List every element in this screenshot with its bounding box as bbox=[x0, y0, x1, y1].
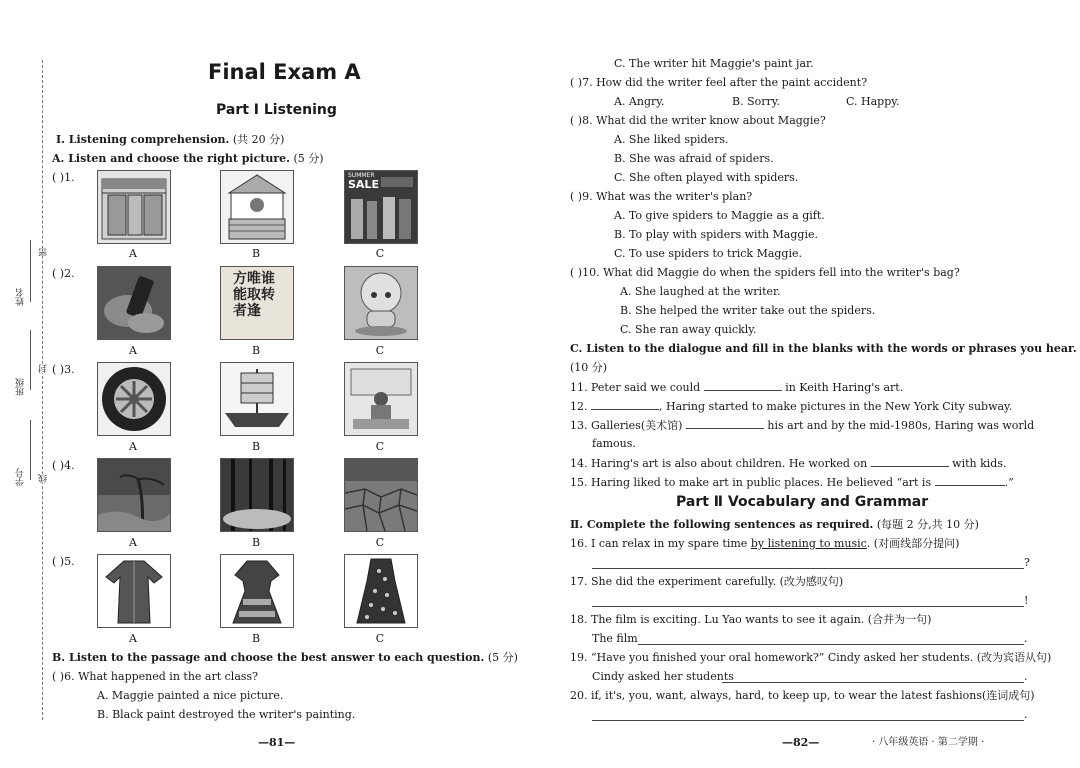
q20-answer-line[interactable] bbox=[592, 720, 1024, 721]
question-9: ( )9. What was the writer's plan? bbox=[570, 190, 753, 203]
picture-question-1: ( )1. bbox=[52, 171, 75, 184]
binding-mark-close: 封 bbox=[39, 364, 49, 373]
q20-end-mark: . bbox=[1024, 708, 1028, 721]
question-6-option-b: B. Black paint destroyed the writer's painting. bbox=[97, 708, 356, 721]
question-13: 13. Galleries(美术馆) his art and by the mid-1980s, Haring was world bbox=[570, 419, 1035, 432]
question-19: 19. “Have you finished your oral homework?” Cindy asked her students. (改为宾语从句) bbox=[570, 651, 1052, 664]
question-6: ( )6. What happened in the art class? bbox=[52, 670, 259, 683]
question-15: 15. Haring liked to make art in public places. He believed “art is .” bbox=[570, 476, 1014, 489]
question-9-option-b: B. To play with spiders with Maggie. bbox=[614, 228, 818, 241]
q18-start: The film bbox=[592, 632, 638, 645]
summer-sale-sign: SUMMER SALE bbox=[348, 172, 379, 191]
question-8-option-c: C. She often played with spiders. bbox=[614, 171, 799, 184]
question-9-option-a: A. To give spiders to Maggie as a gift. bbox=[614, 209, 825, 222]
page-number-right: —82— bbox=[782, 736, 820, 749]
question-8-option-b: B. She was afraid of spiders. bbox=[614, 152, 774, 165]
question-20: 20. if, it's, you, want, always, hard, to keep up, to wear the latest fashions(连词成句) bbox=[570, 689, 1035, 702]
q3-picture-c-craftsman-painting bbox=[344, 362, 418, 436]
q5-caption-c: C bbox=[375, 632, 385, 645]
q3-caption-c: C bbox=[375, 440, 385, 453]
question-17: 17. She did the experiment carefully. (改为感叹句) bbox=[570, 575, 844, 588]
question-6-option-a: A. Maggie painted a nice picture. bbox=[97, 689, 284, 702]
binding-mark-line: 线 bbox=[39, 474, 49, 483]
q13-blank[interactable] bbox=[686, 418, 764, 429]
q19-answer-line[interactable] bbox=[722, 682, 1024, 683]
picture-question-5: ( )5. bbox=[52, 555, 75, 568]
question-10-option-c: C. She ran away quickly. bbox=[620, 323, 757, 336]
calligraphy-text: 方唯谁能取转者逢 bbox=[233, 271, 275, 319]
q2-picture-b-calligraphy bbox=[220, 266, 294, 340]
q4-picture-c-cracked-earth bbox=[344, 458, 418, 532]
question-8-option-a: A. She liked spiders. bbox=[614, 133, 729, 146]
q11-blank[interactable] bbox=[704, 380, 782, 391]
question-16: 16. I can relax in my spare time by listening to music. (对画线部分提问) bbox=[570, 537, 960, 550]
q1-caption-b: B bbox=[251, 247, 261, 260]
question-14: 14. Haring's art is also about children. He worked on with kids. bbox=[570, 457, 1007, 470]
q19-start: Cindy asked her students bbox=[592, 670, 734, 683]
question-18: 18. The film is exciting. Lu Yao wants to see it again. (合并为一句) bbox=[570, 613, 932, 626]
sectionA-heading: A. Listen and choose the right picture. (5 分) bbox=[52, 152, 324, 165]
q2-picture-c-clay-figure bbox=[344, 266, 418, 340]
q2-caption-b: B bbox=[251, 344, 261, 357]
q2-caption-a: A bbox=[129, 344, 137, 357]
part2-heading: Part Ⅱ Vocabulary and Grammar bbox=[676, 494, 929, 510]
q16-answer-line[interactable] bbox=[592, 568, 1024, 569]
picture-question-4: ( )4. bbox=[52, 459, 75, 472]
question-10-option-a: A. She laughed at the writer. bbox=[620, 285, 781, 298]
q19-end-mark: . bbox=[1024, 670, 1028, 683]
section2-heading: Ⅱ. Complete the following sentences as required. (每题 2 分,共 10 分) bbox=[570, 518, 979, 531]
q17-answer-line[interactable] bbox=[592, 606, 1024, 607]
question-7-option-b: B. Sorry. bbox=[732, 95, 781, 108]
book-footer: · 八年级英语 · 第二学期 · bbox=[872, 737, 985, 748]
q2-caption-c: C bbox=[375, 344, 385, 357]
q5-picture-b-ethnic-dress bbox=[220, 554, 294, 628]
q1-picture-b-market-stall bbox=[220, 170, 294, 244]
q1-picture-c-summer-sale bbox=[344, 170, 418, 244]
q3-caption-b: B bbox=[251, 440, 261, 453]
page-number-left: —81— bbox=[258, 736, 296, 749]
q5-picture-a-robe bbox=[97, 554, 171, 628]
part1-heading: Part Ⅰ Listening bbox=[216, 102, 337, 118]
q5-picture-c-polka-dot-dress bbox=[344, 554, 418, 628]
q5-caption-b: B bbox=[251, 632, 261, 645]
q3-picture-b-sailing-ship bbox=[220, 362, 294, 436]
q1-caption-a: A bbox=[129, 247, 137, 260]
picture-question-2: ( )2. bbox=[52, 267, 75, 280]
picture-question-3: ( )3. bbox=[52, 363, 75, 376]
q14-blank[interactable] bbox=[871, 456, 949, 467]
q17-end-mark: ! bbox=[1024, 594, 1029, 607]
q4-picture-b-forest-fire bbox=[220, 458, 294, 532]
question-10-option-b: B. She helped the writer take out the spiders. bbox=[620, 304, 876, 317]
q1-caption-c: C bbox=[375, 247, 385, 260]
question-7: ( )7. How did the writer feel after the paint accident? bbox=[570, 76, 868, 89]
q18-answer-line[interactable] bbox=[638, 644, 1024, 645]
binding-solid-line-3 bbox=[30, 420, 31, 480]
question-7-option-c: C. Happy. bbox=[846, 95, 900, 108]
q18-end-mark: . bbox=[1024, 632, 1028, 645]
q4-picture-a-storm bbox=[97, 458, 171, 532]
binding-dashed-line bbox=[42, 60, 43, 720]
q16-end-mark: ? bbox=[1024, 556, 1030, 569]
question-7-option-a: A. Angry. bbox=[614, 95, 665, 108]
sectionB-heading: B. Listen to the passage and choose the best answer to each question. (5 分) bbox=[52, 651, 518, 664]
question-8: ( )8. What did the writer know about Maggie? bbox=[570, 114, 826, 127]
question-6-option-c: C. The writer hit Maggie's paint jar. bbox=[614, 57, 814, 70]
q16-underlined-phrase: by listening to music bbox=[750, 537, 867, 550]
q15-blank[interactable] bbox=[935, 475, 1005, 486]
q4-caption-c: C bbox=[375, 536, 385, 549]
binding-label-name: 姓名 bbox=[16, 288, 26, 306]
q12-blank[interactable] bbox=[591, 399, 659, 410]
q4-caption-a: A bbox=[129, 536, 137, 549]
question-9-option-c: C. To use spiders to trick Maggie. bbox=[614, 247, 802, 260]
q4-caption-b: B bbox=[251, 536, 261, 549]
binding-solid-line-2 bbox=[30, 330, 31, 390]
question-12: 12. , Haring started to make pictures in the New York City subway. bbox=[570, 400, 1013, 413]
q2-picture-a-hands-tool bbox=[97, 266, 171, 340]
exam-title: Final Exam A bbox=[208, 60, 361, 84]
sectionC-points: (10 分) bbox=[570, 361, 608, 374]
question-13-cont: famous. bbox=[592, 437, 636, 450]
binding-solid-line-1 bbox=[30, 240, 31, 302]
q3-caption-a: A bbox=[129, 440, 137, 453]
question-11: 11. Peter said we could in Keith Haring's art. bbox=[570, 381, 904, 394]
binding-mark-seal: 密 bbox=[39, 248, 49, 257]
q3-picture-a-tire bbox=[97, 362, 171, 436]
q5-caption-a: A bbox=[129, 632, 137, 645]
binding-label-class: 班级 bbox=[16, 378, 26, 396]
sectionC-heading: C. Listen to the dialogue and fill in the blanks with the words or phrases you hear. bbox=[570, 342, 1077, 355]
section1-heading: Ⅰ. Listening comprehension. (共 20 分) bbox=[56, 133, 285, 146]
q1-picture-a-storefront bbox=[97, 170, 171, 244]
question-10: ( )10. What did Maggie do when the spiders fell into the writer's bag? bbox=[570, 266, 960, 279]
binding-label-id: 学号 bbox=[16, 468, 26, 486]
